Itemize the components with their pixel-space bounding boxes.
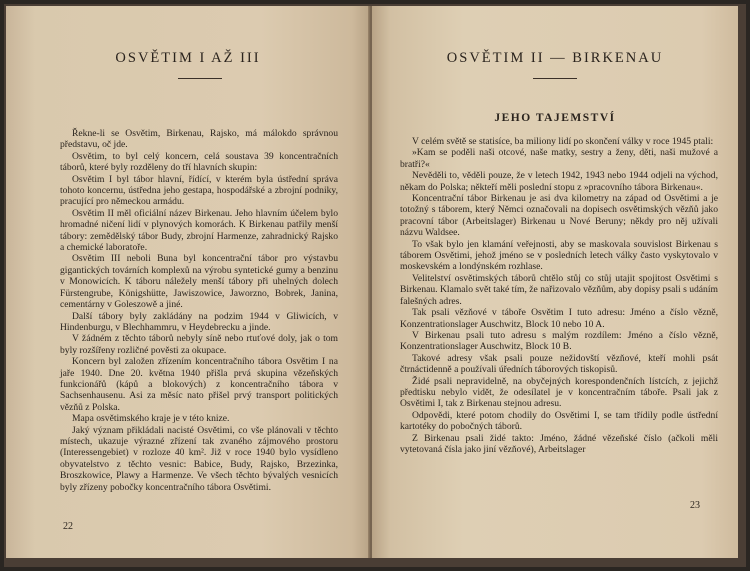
paragraph: Osvětim, to byl celý koncern, celá soustava 39 koncentračních táborů, které byly rozděleny do tří hlavních skupin:: [60, 150, 338, 174]
right-page-body: [400, 136, 718, 455]
paragraph: Takové adresy však psali pouze nežidovští vězňové, kteří mohli psát čtrnáctidenně a používali úředních táborových tiskopisů.: [400, 352, 718, 376]
page-number-left: 22: [63, 521, 73, 532]
paragraph: »Kam se poděli naši otcové, naše matky, sestry a ženy, děti, naši mužové a bratři?«: [400, 147, 718, 170]
left-page-header: OSVĚTIM I AŽ III: [115, 50, 261, 66]
paragraph: Tak psali vězňové v táboře Osvětim I tuto adresu: Jméno a číslo vězně, Konzentrationslager Auschwitz, Block 10 nebo 10 A.: [400, 307, 718, 330]
paragraph: Z Birkenau psali židé takto: Jméno, žádné vězeňské číslo (ačkoli měli vytetovaná čísla jako jiní vězňové), Arbeitslager: [400, 432, 718, 455]
paragraph: Jaký význam přikládali nacisté Osvětimi, co vše plánovali v těchto místech, ukazuje výrazné zřízení tak zvaného zájmového prostoru (Interessengebiet) v rozloze 40 km². Již v roce 1940 bylo vysídleno obyvatelstvo z těchto vesnic: Babice, Budy, Rajsko, Brzezinka, Broszkowice, Plawy a Harmenze. Ve všech těchto bývalých vesnicích byly zřízeny pobočky koncentračního tábora Osvětimi.: [60, 424, 338, 493]
page-number-right: 23: [690, 500, 700, 511]
paragraph: V žádném z těchto táborů nebyly síně nebo rtuťové doly, jak o tom byly rozšířeny rozličné pověsti za okupace.: [60, 333, 338, 356]
header-rule: [178, 78, 222, 79]
paragraph: To však bylo jen klamání veřejnosti, aby se maskovala souvislost Birkenau s táborem Osvětimi, jehož jméno se v posledních letech války často vyskytovalo v moskevském a londýnském rozhlase.: [400, 238, 718, 273]
right-page-header: OSVĚTIM II — BIRKENAU: [446, 50, 664, 66]
paragraph: Židé psali nepravidelně, na obyčejných korespondenčních lístcích, z jejichž předtisku nebylo vidět, že odesílatel je v koncentračním táboře. Psali jak z Osvětimi I, tak z Birkenau stejnou adresu.: [400, 375, 718, 410]
paragraph: Mapa osvětimského kraje je v této knize.: [72, 413, 230, 425]
paragraph: V Birkenau psali tuto adresu s malým rozdílem: Jméno a číslo vězně, Konzentrationslager Auschwitz, Block 10 B.: [400, 329, 718, 353]
paragraph: V celém světě se statisíce, ba miliony lidí po skončení války v roce 1945 ptali:: [412, 136, 714, 147]
left-page: [6, 6, 370, 558]
paragraph: Další tábory byly zakládány na podzim 1944 v Gliwicích, v Hindenburgu, v Blechhammru, v Heydebrecku a jinde.: [60, 310, 338, 333]
left-page-body: [60, 128, 338, 493]
section-subheading: JEHO TAJEMSTVÍ: [494, 112, 616, 124]
right-page: [372, 6, 738, 558]
paragraph: Koncentrační tábor Birkenau je asi dva kilometry na západ od Osvětimi a je totožný s táborem, který Němci označovali na dopisech osvětimských vězňů jako pracovní tábor (Arbeitslager) Birkenau u Nové Beruny; někdy pro něj užívali názvu Waldsee.: [400, 193, 718, 239]
paragraph: Koncern byl založen zřízením koncentračního tábora Osvětim I na jaře 1940. Dne 20. května 1940 přišla prvá skupina vězeňských funkcionářů (kápů a blokových) z koncentračního tábora v Sachsenhausenu. Asi za měsíc nato přišel prvý transport politických vězňů z Polska.: [60, 356, 338, 413]
paragraph: Odpovědi, které potom chodily do Osvětimi I, se tam třídily podle ústřední kartotéky do pobočných táborů.: [400, 409, 718, 433]
paragraph: Velitelství osvětimských táborů chtělo stůj co stůj utajit spojitost Osvětimi s Birkenau. Klamalo svět také tím, že nařizovalo vězňům, aby dopisy psali s udáním falešných adres.: [400, 272, 718, 307]
paragraph: Řekne-li se Osvětim, Birkenau, Rajsko, má málokdo správnou představu, oč jde.: [60, 128, 338, 151]
paragraph: Osvětim I byl tábor hlavní, řídící, v kterém byla ústřední správa tohoto koncernu, ústředna jeho gestapa, hospodářské a zbrojní podniky, pracující pro německou armádu.: [60, 173, 338, 208]
header-rule: [533, 78, 577, 79]
paragraph: Nevěděli to, věděli pouze, že v letech 1942, 1943 nebo 1944 odjeli na východ, někam do Polska; někteří měli poslední stopu z »pracovního tábora Birkenau«.: [400, 170, 718, 193]
paragraph: Osvětim II měl oficiální název Birkenau. Jeho hlavním účelem bylo hromadné ničení lidí v plynových komorách. K Birkenau patřily menší tábory: zemědělský tábor Budy, zbrojní Harmenze, zahradnický Rajsko a chemické laboratoře.: [60, 207, 338, 254]
paragraph: Osvětim III neboli Buna byl koncentrační tábor pro výstavbu gigantických továrních komplexů na výrobu syntetické gumy a benzinu v Monowicích. K táboru náležely menší tábory při uhelných dolech Fürstengrube, Königshütte, Jawiszowice, Jaworzno, Bobrek, Janina, cementárny v Goleszowě a jiné.: [60, 253, 338, 311]
